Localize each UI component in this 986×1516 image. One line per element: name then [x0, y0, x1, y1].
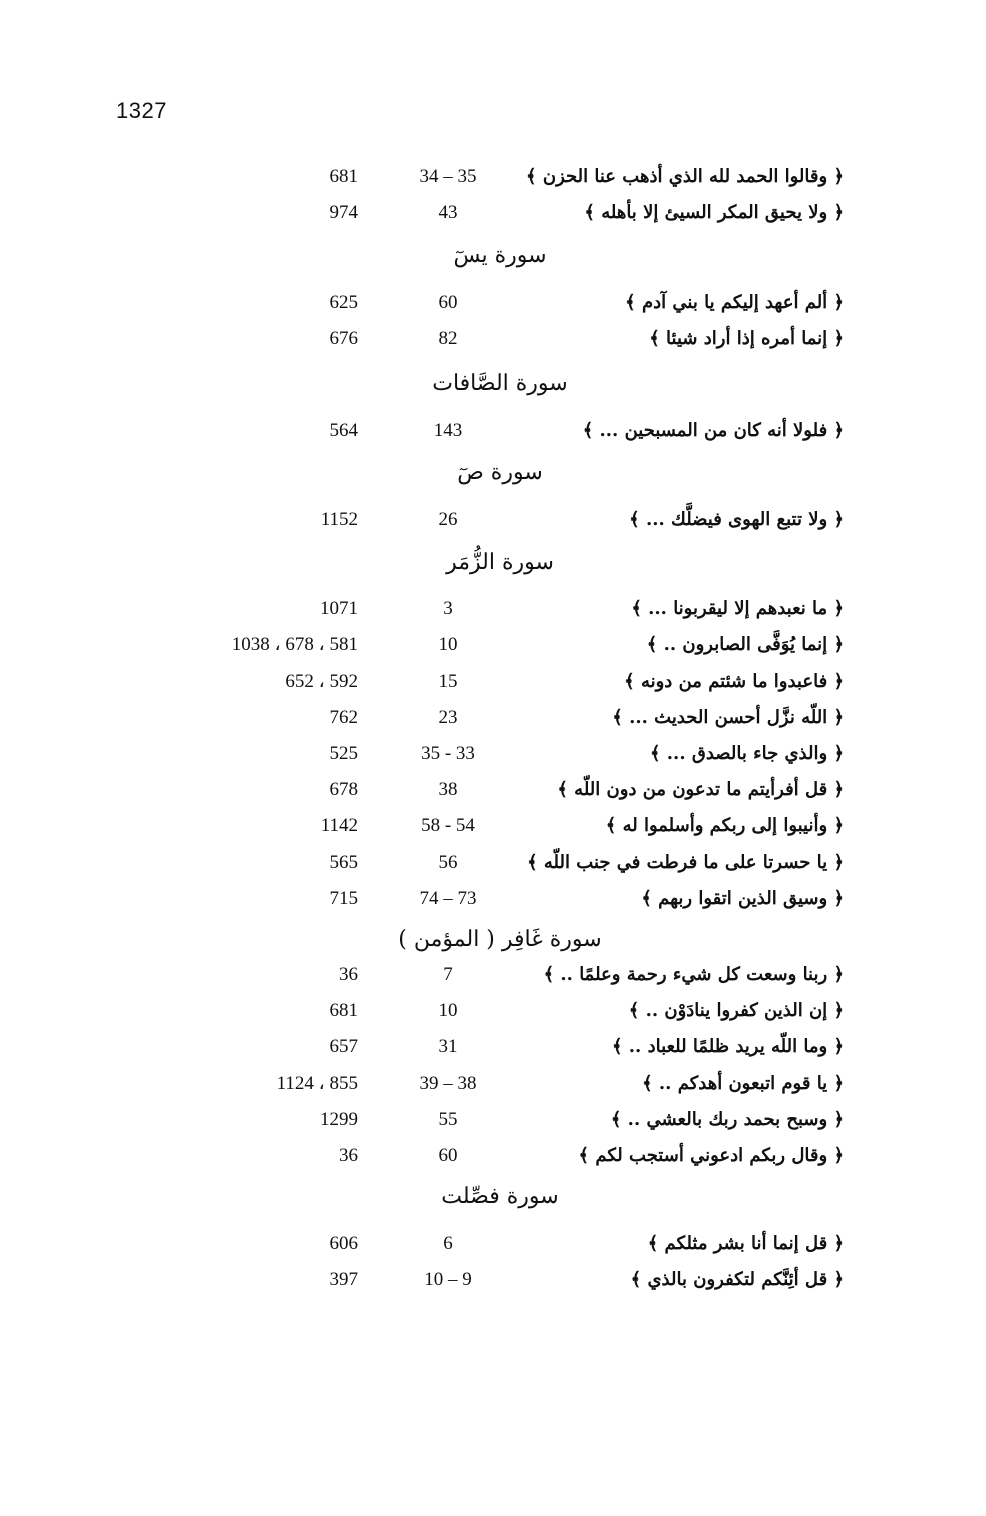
index-row — [0, 1032, 986, 1062]
surah-title: سورة فصِّلت — [441, 1184, 559, 1209]
ayah-number: 143 — [433, 420, 463, 441]
verse-text: ﴿ اللّه نزَّل أحسن الحديث ... ﴾ — [612, 707, 844, 728]
verse-text: ﴿ ولا يحيق المكر السيئ إلا بأهله ﴾ — [584, 202, 844, 223]
verse-text: ﴿ قل إنما أنا بشر مثلكم ﴾ — [647, 1233, 844, 1254]
verse-text: ﴿ والذي جاء بالصدق ... ﴾ — [649, 743, 844, 764]
page-references: 565 — [329, 852, 358, 873]
verse-text: ﴿ ألم أعهد إليكم يا بني آدم ﴾ — [625, 292, 844, 313]
surah-title: سورة يسٓ — [453, 243, 547, 268]
ayah-number: 74 – 73 — [419, 888, 477, 909]
page-references: 678 — [329, 779, 358, 800]
ayah-number: 10 — [438, 634, 458, 655]
index-row — [0, 198, 986, 228]
ayah-number: 3 — [443, 598, 453, 619]
verse-text: ﴿ قل أفرأيتم ما تدعون من دون اللّه ﴾ — [557, 779, 844, 800]
index-row — [0, 884, 986, 914]
ayah-number: 38 — [438, 779, 458, 800]
verse-text: ﴿ إنما أمره إذا أراد شيئا ﴾ — [649, 328, 844, 349]
verse-text: ﴿ إنما يُوَفَّى الصابرون .. ﴾ — [646, 634, 844, 655]
index-row — [0, 703, 986, 733]
verse-text: ﴿ وأنيبوا إلى ربكم وأسلموا له ﴾ — [605, 815, 844, 836]
index-row — [0, 667, 986, 697]
page-references: 657 — [329, 1036, 358, 1057]
page-references: 681 — [329, 166, 358, 187]
verse-text: ﴿ وسيق الذين اتقوا ربهم ﴾ — [641, 888, 844, 909]
page-references: 36 — [339, 964, 358, 985]
ayah-number: 56 — [438, 852, 458, 873]
page-references: 606 — [329, 1233, 358, 1254]
ayah-number: 39 – 38 — [419, 1073, 477, 1094]
verse-text: ﴿ يا حسرتا على ما فرطت في جنب اللّه ﴾ — [527, 852, 844, 873]
page-references: 681 — [329, 1000, 358, 1021]
page-references: 1071 — [320, 598, 358, 619]
verse-text: ﴿ وما اللّه يريد ظلمًا للعباد .. ﴾ — [611, 1036, 844, 1057]
index-row — [0, 848, 986, 878]
page-references: 652 ، 592 — [285, 671, 358, 692]
surah-heading — [0, 1177, 986, 1217]
verse-text: ﴿ فاعبدوا ما شئتم من دونه ﴾ — [624, 671, 844, 692]
index-row — [0, 1229, 986, 1259]
page-references: 1142 — [320, 815, 358, 836]
verse-text: ﴿ وقال ربكم ادعوني أستجب لكم ﴾ — [578, 1145, 844, 1166]
verse-text: ﴿ ولا تتبع الهوى فيضلَّك ... ﴾ — [629, 509, 844, 530]
index-row — [0, 594, 986, 624]
index-row — [0, 996, 986, 1026]
surah-heading — [0, 453, 986, 493]
page-references: 397 — [329, 1269, 358, 1290]
index-row — [0, 1105, 986, 1135]
verse-text: ﴿ وسبح بحمد ربك بالعشي .. ﴾ — [610, 1109, 844, 1130]
surah-heading — [0, 543, 986, 583]
surah-title: سورة غَافِر ( المؤمن ) — [398, 927, 602, 952]
ayah-number: 35 - 33 — [421, 743, 475, 764]
page-references: 974 — [329, 202, 358, 223]
surah-heading — [0, 236, 986, 276]
index-row — [0, 162, 986, 192]
ayah-number: 82 — [438, 328, 458, 349]
surah-heading — [0, 364, 986, 404]
page-references: 625 — [329, 292, 358, 313]
index-row — [0, 811, 986, 841]
index-row — [0, 1069, 986, 1099]
ayah-number: 31 — [438, 1036, 458, 1057]
index-row — [0, 505, 986, 535]
index-row — [0, 739, 986, 769]
surah-heading — [0, 920, 986, 960]
page-references: 715 — [329, 888, 358, 909]
page-references: 36 — [339, 1145, 358, 1166]
ayah-number: 7 — [443, 964, 453, 985]
index-row — [0, 416, 986, 446]
verse-text: ﴿ وقالوا الحمد لله الذي أذهب عنا الحزن ﴾ — [526, 166, 844, 187]
ayah-number: 60 — [438, 292, 458, 313]
ayah-number: 10 — [438, 1000, 458, 1021]
page-references: 676 — [329, 328, 358, 349]
page-references: 1038 ، 678 ، 581 — [231, 634, 358, 655]
index-row — [0, 630, 986, 660]
verse-text: ﴿ قل أئِنَّكم لتكفرون بالذي ﴾ — [630, 1269, 844, 1290]
ayah-number: 6 — [443, 1233, 453, 1254]
index-row — [0, 1265, 986, 1295]
surah-title: سورة الصَّافات — [432, 371, 568, 396]
verse-text: ﴿ يا قوم اتبعون أهدكم .. ﴾ — [642, 1073, 844, 1094]
ayah-number: 43 — [438, 202, 458, 223]
verse-text: ﴿ ربنا وسعت كل شيء رحمة وعلمًا .. ﴾ — [543, 964, 844, 985]
surah-title: سورة الزُّمَر — [446, 550, 554, 575]
ayah-number: 55 — [438, 1109, 458, 1130]
page-references: 525 — [329, 743, 358, 764]
page-references: 1124 ، 855 — [276, 1073, 358, 1094]
index-row — [0, 324, 986, 354]
index-row — [0, 1141, 986, 1171]
surah-title: سورة صٓ — [457, 460, 543, 485]
index-row — [0, 960, 986, 990]
verse-text: ﴿ إن الذين كفروا ينادَوْن .. ﴾ — [628, 1000, 844, 1021]
page-references: 1299 — [320, 1109, 358, 1130]
ayah-number: 15 — [438, 671, 458, 692]
ayah-number: 23 — [438, 707, 458, 728]
page-references: 762 — [329, 707, 358, 728]
page-number: 1327 — [116, 98, 167, 123]
page-references: 1152 — [320, 509, 358, 530]
index-row — [0, 775, 986, 805]
index-row — [0, 288, 986, 318]
verse-text: ﴿ ما نعبدهم إلا ليقربونا ... ﴾ — [631, 598, 844, 619]
ayah-number: 26 — [438, 509, 458, 530]
page-references: 564 — [329, 420, 358, 441]
ayah-number: 58 - 54 — [421, 815, 475, 836]
ayah-number: 60 — [438, 1145, 458, 1166]
ayah-number: 34 – 35 — [419, 166, 477, 187]
verse-text: ﴿ فلولا أنه كان من المسبحين ... ﴾ — [582, 420, 844, 441]
ayah-number: 10 – 9 — [424, 1269, 472, 1290]
